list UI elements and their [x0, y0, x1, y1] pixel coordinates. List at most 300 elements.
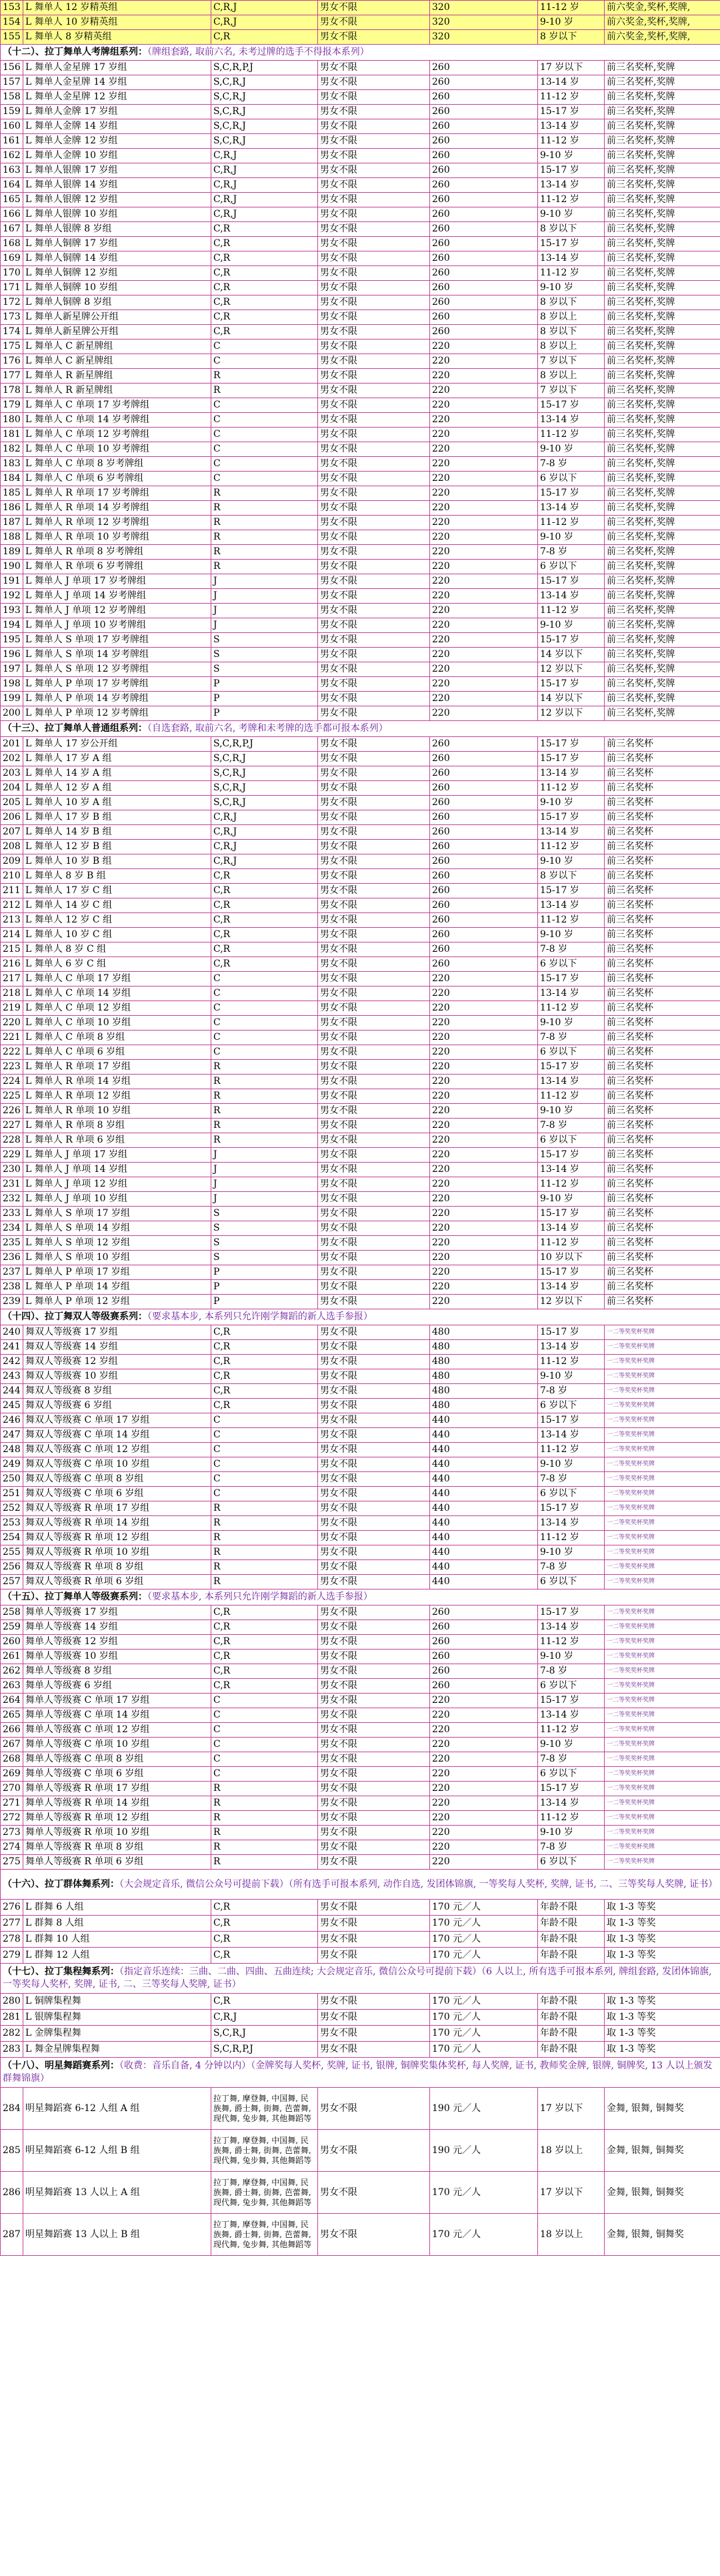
dance-style-cell: S	[211, 648, 318, 662]
award-cell: 金舞, 银舞, 铜舞奖	[605, 2130, 720, 2172]
gender-cell: 男女不限	[318, 1355, 430, 1369]
table-row	[1, 1, 720, 15]
event-name-cell: L 金牌集程舞	[23, 2026, 211, 2042]
dance-style-cell: C	[211, 442, 318, 457]
row-number-cell: 160	[1, 119, 23, 134]
table-row	[1, 1994, 720, 2010]
dance-style-cell: C,R	[211, 928, 318, 942]
row-number-cell: 163	[1, 163, 23, 178]
dance-style-cell: C,R	[211, 295, 318, 310]
gender-cell: 男女不限	[318, 457, 430, 472]
award-cell: 前三名奖杯,奖牌	[605, 340, 720, 354]
dance-style-cell: R	[211, 1075, 318, 1089]
gender-cell: 男女不限	[318, 766, 430, 781]
event-name-cell: L 舞单人 J 单项 17 岁考牌组	[23, 574, 211, 589]
dance-style-cell: C,R	[211, 1340, 318, 1355]
fee-cell: 480	[430, 1340, 538, 1355]
gender-cell: 男女不限	[318, 2130, 430, 2172]
row-number-cell: 228	[1, 1133, 23, 1148]
dance-style-cell: C,R	[211, 1384, 318, 1399]
fee-cell: 220	[430, 1192, 538, 1207]
dance-style-cell: C	[211, 413, 318, 428]
row-number-cell: 275	[1, 1855, 23, 1870]
age-group-cell: 11-12 岁	[538, 1723, 605, 1738]
age-group-cell: 11-12 岁	[538, 1635, 605, 1650]
section-header	[1, 1589, 720, 1605]
gender-cell: 男女不限	[318, 1177, 430, 1192]
dance-style-cell: R	[211, 1796, 318, 1811]
table-row	[1, 1752, 720, 1767]
dance-style-cell: C	[211, 1738, 318, 1752]
award-cell: 一二等奖奖杯奖牌	[605, 1355, 720, 1369]
award-cell: 取 1-3 等奖	[605, 1932, 720, 1948]
age-group-cell: 15-17 岁	[538, 163, 605, 178]
event-name-cell: L 舞单人 R 单项 6 岁组	[23, 1133, 211, 1148]
event-name-cell: 舞单人等级赛 C 单项 8 岁组	[23, 1752, 211, 1767]
row-number-cell: 255	[1, 1545, 23, 1560]
gender-cell: 男女不限	[318, 1001, 430, 1016]
table-row	[1, 1796, 720, 1811]
row-number-cell: 284	[1, 2088, 23, 2130]
age-group-cell: 8 岁以下	[538, 222, 605, 237]
gender-cell: 男女不限	[318, 2042, 430, 2058]
dance-style-cell: 拉丁舞, 摩登舞, 中国舞, 民族舞, 爵士舞, 街舞, 芭蕾舞, 现代舞, 兔步舞, 其他舞蹈等	[211, 2130, 318, 2172]
row-number-cell: 202	[1, 752, 23, 766]
age-group-cell: 13-14 岁	[538, 766, 605, 781]
row-number-cell: 242	[1, 1355, 23, 1369]
age-group-cell: 11-12 岁	[538, 781, 605, 796]
event-name-cell: 舞双人等级赛 14 岁组	[23, 1340, 211, 1355]
age-group-cell: 11-12 岁	[538, 1236, 605, 1251]
table-row	[1, 1516, 720, 1531]
fee-cell: 220	[430, 1221, 538, 1236]
dance-style-cell: C,R	[211, 1620, 318, 1635]
award-cell: 前三名奖杯	[605, 972, 720, 987]
dance-style-cell: R	[211, 560, 318, 574]
row-number-cell: 220	[1, 1016, 23, 1031]
row-number-cell: 224	[1, 1075, 23, 1089]
gender-cell: 男女不限	[318, 957, 430, 972]
table-row	[1, 633, 720, 648]
gender-cell: 男女不限	[318, 61, 430, 75]
event-name-cell: 舞双人等级赛 8 岁组	[23, 1384, 211, 1399]
award-cell: 一二等奖奖杯奖牌	[605, 1826, 720, 1840]
row-number-cell: 222	[1, 1045, 23, 1060]
age-group-cell: 年龄不限	[538, 1932, 605, 1948]
award-cell: 前三名奖杯	[605, 1119, 720, 1133]
event-name-cell: L 舞单人 C 单项 12 岁组	[23, 1001, 211, 1016]
age-group-cell: 7-8 岁	[538, 1384, 605, 1399]
age-group-cell: 15-17 岁	[538, 486, 605, 501]
age-group-cell: 15-17 岁	[538, 1694, 605, 1708]
row-number-cell: 219	[1, 1001, 23, 1016]
fee-cell: 220	[430, 1163, 538, 1177]
section-note: （指定音乐连续：三曲、二曲、四曲、五曲连续; 大会规定音乐, 微信公众号可提前下载）（6 人以上, 所有选手可报本系列, 牌组套路, 发团体锦旗, 一等奖每人奖杯, 奖牌, 证书, 二、三等奖每人奖牌, 证书）	[3, 1966, 712, 1990]
gender-cell: 男女不限	[318, 384, 430, 398]
row-number-cell: 154	[1, 15, 23, 30]
fee-cell: 260	[430, 737, 538, 752]
event-name-cell: L 舞单人 C 新星牌组	[23, 340, 211, 354]
fee-cell: 170 元／人	[430, 1994, 538, 2010]
fee-cell: 220	[430, 486, 538, 501]
age-group-cell: 6 岁以下	[538, 1575, 605, 1589]
table-row	[1, 913, 720, 928]
section-cell	[1, 1589, 720, 1605]
dance-style-cell: C,R,J	[211, 825, 318, 840]
dance-style-cell: C	[211, 340, 318, 354]
age-group-cell: 15-17 岁	[538, 1265, 605, 1280]
dance-style-cell: C	[211, 1694, 318, 1708]
gender-cell: 男女不限	[318, 1384, 430, 1399]
event-name-cell: 舞双人等级赛 6 岁组	[23, 1399, 211, 1413]
row-number-cell: 264	[1, 1694, 23, 1708]
fee-cell: 260	[430, 149, 538, 163]
event-name-cell: 舞单人等级赛 R 单项 6 岁组	[23, 1855, 211, 1870]
table-row	[1, 1708, 720, 1723]
age-group-cell: 9-10 岁	[538, 1545, 605, 1560]
event-name-cell: 舞单人等级赛 R 单项 8 岁组	[23, 1840, 211, 1855]
event-name-cell: 明星舞蹈赛 13 人以上 B 组	[23, 2214, 211, 2256]
event-name-cell: L 舞单人 J 单项 10 岁考牌组	[23, 618, 211, 633]
fee-cell: 480	[430, 1355, 538, 1369]
fee-cell: 170 元／人	[430, 1916, 538, 1932]
row-number-cell: 282	[1, 2026, 23, 2042]
table-row	[1, 1221, 720, 1236]
row-number-cell: 261	[1, 1650, 23, 1664]
age-group-cell: 6 岁以下	[538, 1679, 605, 1694]
age-group-cell: 11-12 岁	[538, 604, 605, 618]
award-cell: 一二等奖奖杯奖牌	[605, 1575, 720, 1589]
event-name-cell: L 舞单人 S 单项 12 岁组	[23, 1236, 211, 1251]
fee-cell: 260	[430, 295, 538, 310]
table-row	[1, 310, 720, 325]
event-name-cell: 舞单人等级赛 C 单项 6 岁组	[23, 1767, 211, 1782]
gender-cell: 男女不限	[318, 1089, 430, 1104]
dance-style-cell: R	[211, 1840, 318, 1855]
dance-style-cell: R	[211, 1501, 318, 1516]
age-group-cell: 17 岁以下	[538, 2172, 605, 2214]
gender-cell: 男女不限	[318, 1472, 430, 1487]
row-number-cell: 201	[1, 737, 23, 752]
award-cell: 一二等奖奖杯奖牌	[605, 1545, 720, 1560]
award-cell: 前三名奖杯	[605, 1207, 720, 1221]
fee-cell: 220	[430, 1016, 538, 1031]
fee-cell: 260	[430, 251, 538, 266]
award-cell: 一二等奖奖杯奖牌	[605, 1472, 720, 1487]
award-cell: 一二等奖奖杯奖牌	[605, 1501, 720, 1516]
table-row	[1, 251, 720, 266]
dance-style-cell: S	[211, 1251, 318, 1265]
row-number-cell: 237	[1, 1265, 23, 1280]
gender-cell: 男女不限	[318, 1796, 430, 1811]
dance-style-cell: C	[211, 1428, 318, 1443]
award-cell: 一二等奖奖杯奖牌	[605, 1369, 720, 1384]
fee-cell: 220	[430, 589, 538, 604]
award-cell: 前三名奖杯,奖牌	[605, 90, 720, 105]
award-cell: 一二等奖奖杯奖牌	[605, 1855, 720, 1870]
fee-cell: 260	[430, 237, 538, 251]
gender-cell: 男女不限	[318, 810, 430, 825]
gender-cell: 男女不限	[318, 105, 430, 119]
gender-cell: 男女不限	[318, 1192, 430, 1207]
row-number-cell: 241	[1, 1340, 23, 1355]
dance-style-cell: C,R	[211, 1635, 318, 1650]
row-number-cell: 156	[1, 61, 23, 75]
row-number-cell: 266	[1, 1723, 23, 1738]
event-name-cell: L 舞单人 J 单项 17 岁组	[23, 1148, 211, 1163]
table-row	[1, 163, 720, 178]
table-row	[1, 1016, 720, 1031]
event-name-cell: L 舞单人金星牌 12 岁组	[23, 90, 211, 105]
gender-cell: 男女不限	[318, 869, 430, 884]
event-name-cell: 舞双人等级赛 C 单项 6 岁组	[23, 1487, 211, 1501]
gender-cell: 男女不限	[318, 472, 430, 486]
row-number-cell: 173	[1, 310, 23, 325]
event-name-cell: L 舞单人 R 新星牌组	[23, 369, 211, 384]
gender-cell: 男女不限	[318, 310, 430, 325]
dance-style-cell: R	[211, 1826, 318, 1840]
award-cell: 前三名奖杯	[605, 1001, 720, 1016]
award-cell: 取 1-3 等奖	[605, 2010, 720, 2026]
gender-cell: 男女不限	[318, 295, 430, 310]
table-row	[1, 1738, 720, 1752]
dance-style-cell: C,R	[211, 266, 318, 281]
table-row	[1, 325, 720, 340]
row-number-cell: 168	[1, 237, 23, 251]
award-cell: 前三名奖杯	[605, 1295, 720, 1309]
row-number-cell: 212	[1, 898, 23, 913]
row-number-cell: 280	[1, 1994, 23, 2010]
award-cell: 前三名奖杯	[605, 1060, 720, 1075]
row-number-cell: 155	[1, 30, 23, 45]
event-name-cell: L 舞单人 P 单项 17 岁组	[23, 1265, 211, 1280]
award-cell: 前三名奖杯,奖牌	[605, 677, 720, 692]
row-number-cell: 252	[1, 1501, 23, 1516]
row-number-cell: 221	[1, 1031, 23, 1045]
fee-cell: 220	[430, 413, 538, 428]
gender-cell: 男女不限	[318, 545, 430, 560]
gender-cell: 男女不限	[318, 928, 430, 942]
award-cell: 一二等奖奖杯奖牌	[605, 1560, 720, 1575]
age-group-cell: 15-17 岁	[538, 972, 605, 987]
award-cell: 前三名奖杯,奖牌	[605, 662, 720, 677]
gender-cell: 男女不限	[318, 752, 430, 766]
fee-cell: 220	[430, 1265, 538, 1280]
age-group-cell: 7-8 岁	[538, 1664, 605, 1679]
table-row	[1, 1104, 720, 1119]
age-group-cell: 6 岁以下	[538, 957, 605, 972]
dance-style-cell: J	[211, 604, 318, 618]
gender-cell: 男女不限	[318, 193, 430, 207]
fee-cell: 260	[430, 898, 538, 913]
award-cell: 前三名奖杯,奖牌	[605, 222, 720, 237]
table-row	[1, 589, 720, 604]
event-name-cell: L 舞单人 12 岁 A 组	[23, 781, 211, 796]
dance-style-cell: C	[211, 1767, 318, 1782]
fee-cell: 260	[430, 105, 538, 119]
fee-cell: 220	[430, 1811, 538, 1826]
table-row	[1, 222, 720, 237]
gender-cell: 男女不限	[318, 854, 430, 869]
table-row	[1, 15, 720, 30]
award-cell: 前六奖金,奖杯,奖牌,	[605, 30, 720, 45]
table-row	[1, 442, 720, 457]
event-name-cell: L 舞单人 J 单项 12 岁考牌组	[23, 604, 211, 618]
gender-cell: 男女不限	[318, 1723, 430, 1738]
gender-cell: 男女不限	[318, 134, 430, 149]
table-row	[1, 604, 720, 618]
table-row	[1, 1916, 720, 1932]
dance-style-cell: C	[211, 398, 318, 413]
event-name-cell: 舞双人等级赛 C 单项 8 岁组	[23, 1472, 211, 1487]
row-number-cell: 263	[1, 1679, 23, 1694]
row-number-cell: 246	[1, 1413, 23, 1428]
fee-cell: 220	[430, 1840, 538, 1855]
row-number-cell: 172	[1, 295, 23, 310]
row-number-cell: 214	[1, 928, 23, 942]
age-group-cell: 15-17 岁	[538, 1207, 605, 1221]
award-cell: 前三名奖杯	[605, 1280, 720, 1295]
event-name-cell: L 舞单人 R 单项 17 岁考牌组	[23, 486, 211, 501]
table-row	[1, 281, 720, 295]
event-name-cell: L 舞单人 12 岁 B 组	[23, 840, 211, 854]
award-cell: 取 1-3 等奖	[605, 1900, 720, 1916]
table-row	[1, 486, 720, 501]
gender-cell: 男女不限	[318, 942, 430, 957]
row-number-cell: 230	[1, 1163, 23, 1177]
table-row	[1, 1384, 720, 1399]
row-number-cell: 258	[1, 1605, 23, 1620]
gender-cell: 男女不限	[318, 560, 430, 574]
row-number-cell: 217	[1, 972, 23, 987]
age-group-cell: 年龄不限	[538, 1916, 605, 1932]
table-row	[1, 1531, 720, 1545]
table-row	[1, 972, 720, 987]
fee-cell: 220	[430, 472, 538, 486]
age-group-cell: 15-17 岁	[538, 1782, 605, 1796]
event-name-cell: L 舞单人 C 新星牌组	[23, 354, 211, 369]
event-name-cell: L 舞单人铜牌 17 岁组	[23, 237, 211, 251]
award-cell: 前三名奖杯	[605, 810, 720, 825]
gender-cell: 男女不限	[318, 884, 430, 898]
table-row	[1, 530, 720, 545]
gender-cell: 男女不限	[318, 840, 430, 854]
row-number-cell: 199	[1, 692, 23, 706]
gender-cell: 男女不限	[318, 266, 430, 281]
age-group-cell: 13-14 岁	[538, 1796, 605, 1811]
dance-style-cell: C,R	[211, 1664, 318, 1679]
table-row	[1, 1826, 720, 1840]
age-group-cell: 9-10 岁	[538, 15, 605, 30]
event-name-cell: L 舞单人 C 单项 12 岁考牌组	[23, 428, 211, 442]
age-group-cell: 11-12 岁	[538, 1001, 605, 1016]
event-name-cell: L 舞单人 S 单项 14 岁考牌组	[23, 648, 211, 662]
dance-style-cell: C,R	[211, 1948, 318, 1964]
award-cell: 前三名奖杯,奖牌	[605, 706, 720, 721]
gender-cell: 男女不限	[318, 1664, 430, 1679]
gender-cell: 男女不限	[318, 1236, 430, 1251]
event-name-cell: L 舞单人 C 单项 8 岁考牌组	[23, 457, 211, 472]
award-cell: 取 1-3 等奖	[605, 1948, 720, 1964]
gender-cell: 男女不限	[318, 486, 430, 501]
table-row	[1, 1487, 720, 1501]
section-cell	[1, 2058, 720, 2088]
table-row	[1, 105, 720, 119]
gender-cell: 男女不限	[318, 1045, 430, 1060]
age-group-cell: 12 岁以下	[538, 662, 605, 677]
dance-style-cell: S,C,R,P,J	[211, 2042, 318, 2058]
event-name-cell: L 舞单人 R 单项 14 岁考牌组	[23, 501, 211, 516]
section-cell	[1, 1309, 720, 1325]
fee-cell: 220	[430, 1708, 538, 1723]
age-group-cell: 15-17 岁	[538, 1413, 605, 1428]
fee-cell: 260	[430, 1620, 538, 1635]
event-name-cell: L 舞单人 S 单项 14 岁组	[23, 1221, 211, 1236]
event-name-cell: L 舞单人 10 岁 C 组	[23, 928, 211, 942]
fee-cell: 260	[430, 90, 538, 105]
award-cell: 前三名奖杯,奖牌	[605, 648, 720, 662]
age-group-cell: 9-10 岁	[538, 1650, 605, 1664]
dance-style-cell: C,R,J	[211, 149, 318, 163]
table-row	[1, 706, 720, 721]
row-number-cell: 189	[1, 545, 23, 560]
age-group-cell: 13-14 岁	[538, 251, 605, 266]
award-cell: 前三名奖杯,奖牌	[605, 134, 720, 149]
award-cell: 前三名奖杯,奖牌	[605, 530, 720, 545]
award-cell: 前三名奖杯	[605, 1251, 720, 1265]
dance-style-cell: C,R,J	[211, 178, 318, 193]
table-row	[1, 1251, 720, 1265]
gender-cell: 男女不限	[318, 1767, 430, 1782]
fee-cell: 260	[430, 825, 538, 840]
row-number-cell: 247	[1, 1428, 23, 1443]
award-cell: 前三名奖杯	[605, 1192, 720, 1207]
award-cell: 前三名奖杯,奖牌	[605, 428, 720, 442]
table-row	[1, 1265, 720, 1280]
gender-cell: 男女不限	[318, 1119, 430, 1133]
event-name-cell: 舞单人等级赛 R 单项 10 岁组	[23, 1826, 211, 1840]
fee-cell: 220	[430, 1767, 538, 1782]
row-number-cell: 262	[1, 1664, 23, 1679]
table-row	[1, 134, 720, 149]
award-cell: 前三名奖杯,奖牌	[605, 149, 720, 163]
row-number-cell: 207	[1, 825, 23, 840]
age-group-cell: 11-12 岁	[538, 90, 605, 105]
dance-style-cell: R	[211, 1575, 318, 1589]
event-name-cell: L 舞单人 12 岁精英组	[23, 1, 211, 15]
age-group-cell: 11-12 岁	[538, 266, 605, 281]
row-number-cell: 279	[1, 1948, 23, 1964]
age-group-cell: 年龄不限	[538, 1994, 605, 2010]
row-number-cell: 170	[1, 266, 23, 281]
event-name-cell: L 舞单人金星牌 17 岁组	[23, 61, 211, 75]
row-number-cell: 213	[1, 913, 23, 928]
gender-cell: 男女不限	[318, 237, 430, 251]
section-header	[1, 721, 720, 737]
table-row	[1, 1900, 720, 1916]
event-name-cell: 舞单人等级赛 14 岁组	[23, 1620, 211, 1635]
event-name-cell: L 舞单人 R 单项 12 岁考牌组	[23, 516, 211, 530]
age-group-cell: 9-10 岁	[538, 207, 605, 222]
row-number-cell: 194	[1, 618, 23, 633]
table-row	[1, 1413, 720, 1428]
event-name-cell: L 舞单人 S 单项 17 岁考牌组	[23, 633, 211, 648]
dance-style-cell: C,R	[211, 913, 318, 928]
row-number-cell: 250	[1, 1472, 23, 1487]
dance-style-cell: C,R	[211, 884, 318, 898]
row-number-cell: 234	[1, 1221, 23, 1236]
table-row	[1, 1782, 720, 1796]
